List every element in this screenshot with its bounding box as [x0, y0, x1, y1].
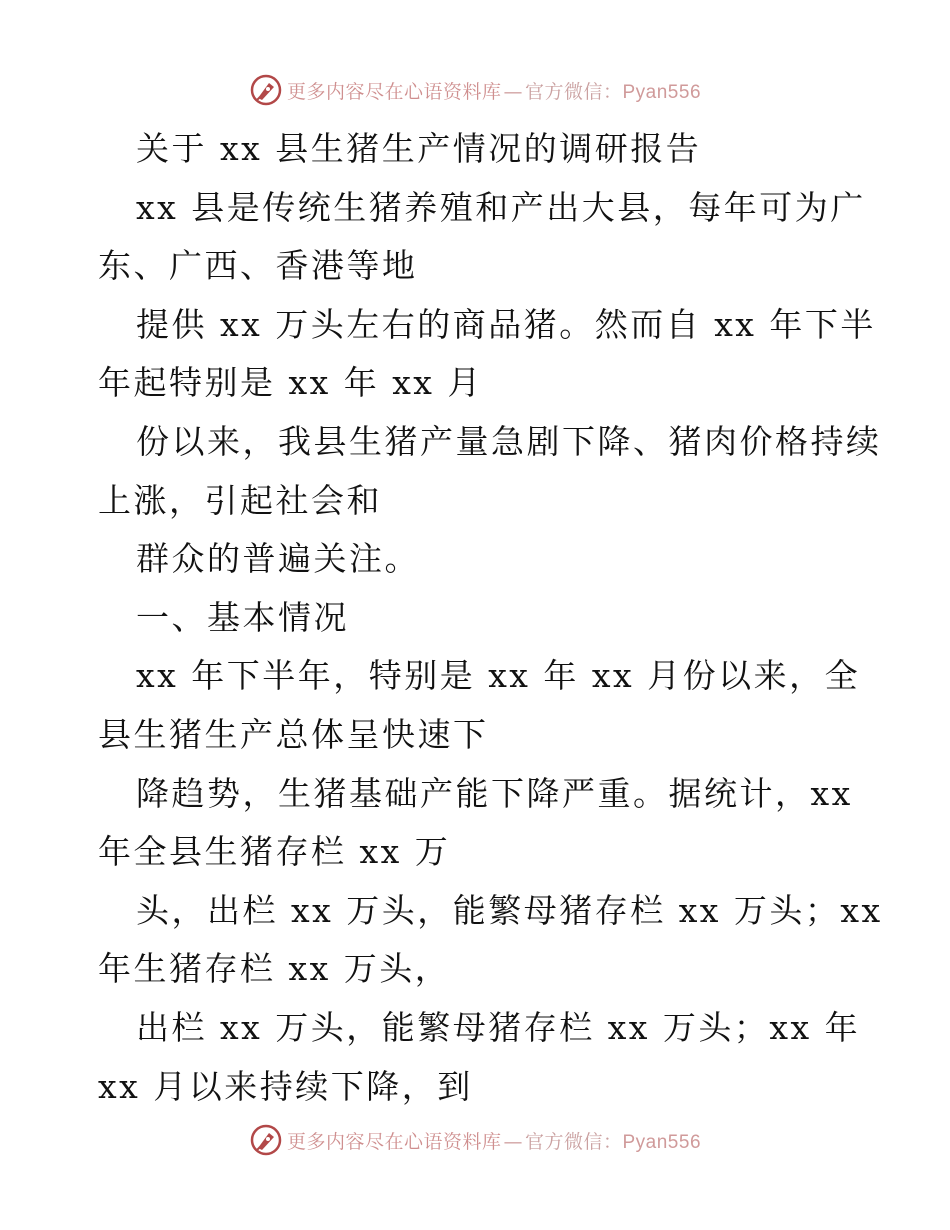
document-title: 关于 xx 县生猪生产情况的调研报告: [136, 129, 702, 168]
pen-nib-logo-icon: [249, 1123, 283, 1157]
paragraph-line: xx 月以来持续下降，到: [98, 1066, 473, 1106]
paragraph-line: xx 年下半年，特别是 xx 年 xx 月份以来，全: [136, 656, 861, 696]
header-watermark: [0, 70, 950, 110]
pen-nib-logo-icon: [249, 73, 283, 107]
paragraph-line: 年起特别是 xx 年 xx 月: [98, 363, 483, 403]
watermark-dash: —: [503, 1130, 523, 1153]
paragraph-line: 出栏 xx 万头，能繁母猪存栏 xx 万头；xx 年: [136, 1007, 861, 1047]
watermark-brand: 更多内容尽在心语资料库: [286, 1130, 502, 1153]
paragraph-line: 年全县生猪存栏 xx 万: [98, 832, 451, 872]
paragraph-line: 县生猪生产总体呈快速下: [98, 714, 489, 754]
paragraph-line: 东、广西、香港等地: [98, 246, 418, 286]
watermark-dash: —: [503, 80, 523, 103]
paragraph-line: 降趋势，生猪基础产能下降严重。据统计，xx: [136, 773, 853, 813]
paragraph-line: 提供 xx 万头左右的商品猪。然而自 xx 年下半: [136, 304, 876, 344]
paragraph-line: xx 县是传统生猪养殖和产出大县，每年可为广: [136, 187, 866, 227]
watermark-id: Pyan556: [622, 1131, 702, 1153]
paragraph-line: 年生猪存栏 xx 万头，: [98, 949, 451, 989]
watermark-sub: 官方微信：: [524, 80, 623, 103]
watermark-sub: 官方微信：: [524, 1130, 623, 1153]
paragraph-line: 头，出栏 xx 万头，能繁母猪存栏 xx 万头；xx: [136, 890, 883, 930]
watermark-text: [287, 77, 701, 104]
paragraph-line: 上涨，引起社会和: [98, 480, 382, 520]
document-body: [98, 120, 883, 1116]
footer-watermark: [0, 1120, 950, 1160]
paragraph-line: 份以来，我县生猪产量急剧下降、猪肉价格持续: [136, 421, 882, 461]
paragraph-line: 群众的普遍关注。: [136, 539, 420, 579]
section-heading: 一、基本情况: [136, 597, 349, 637]
watermark-id: Pyan556: [622, 81, 702, 103]
watermark-brand: 更多内容尽在心语资料库: [286, 80, 502, 103]
watermark-text: [287, 1127, 701, 1154]
